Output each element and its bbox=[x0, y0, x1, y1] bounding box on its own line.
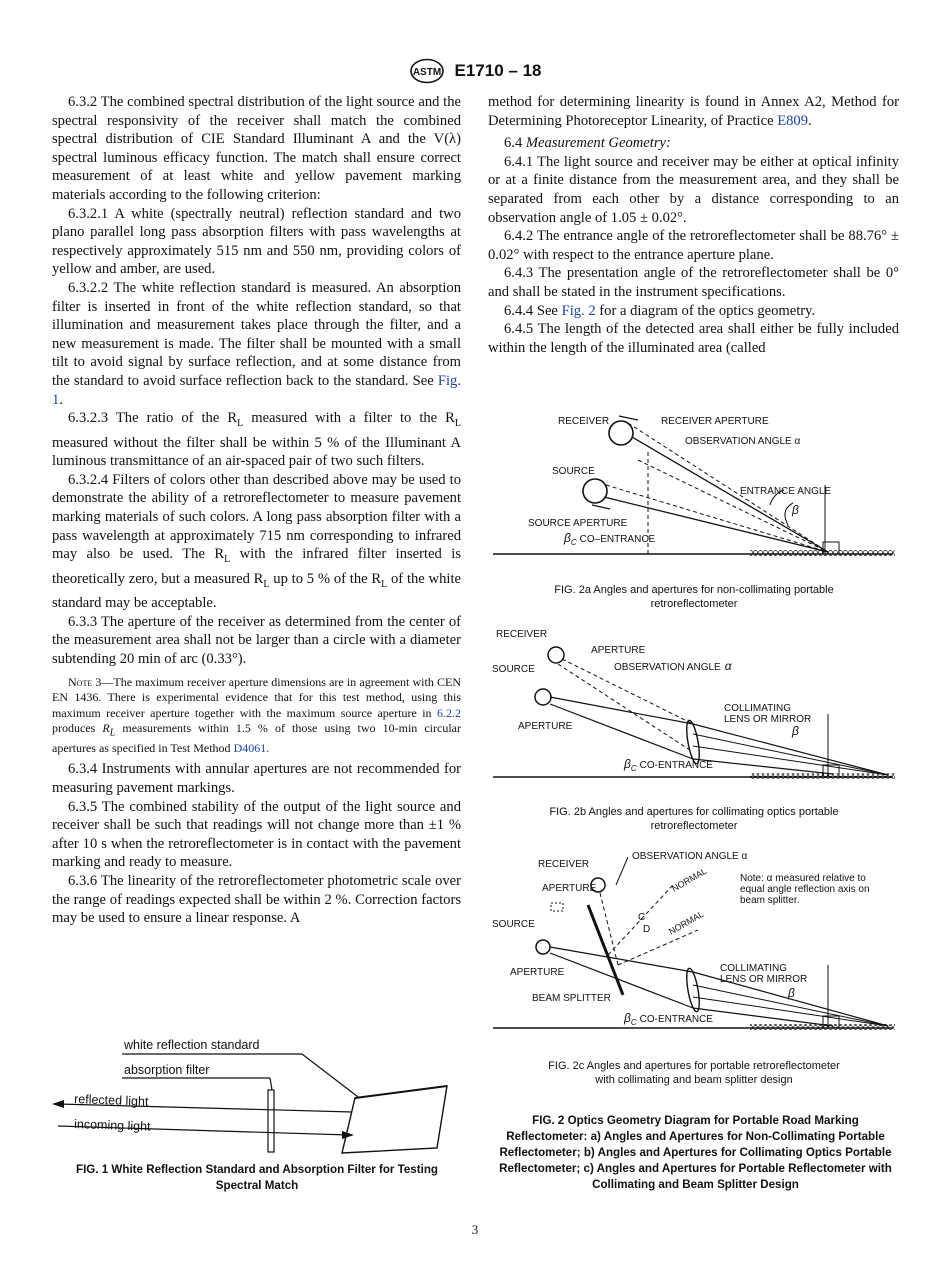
svg-text:ASTM: ASTM bbox=[412, 67, 441, 78]
fig2c-diagram bbox=[488, 845, 900, 1040]
para-6-3-6: 6.3.6 The linearity of the retroreflectometer photometric scale over the range of readings expected shall be within 2 %. Correction factors may be used to ensure a linear response. A bbox=[52, 872, 461, 927]
para-6-3-5: 6.3.5 The combined stability of the output of the light source and receiver shall be such that readings will not change more than ±1 % after 10 s when the retroreflectometer is in contact with the pavement marking and ready to measure. bbox=[52, 798, 461, 871]
svg-text:APERTURE: APERTURE bbox=[542, 883, 597, 894]
svg-text:RECEIVER: RECEIVER bbox=[496, 629, 548, 640]
svg-text:OBSERVATION ANGLE α: OBSERVATION ANGLE α bbox=[685, 436, 801, 447]
fig2a-svg bbox=[488, 405, 900, 565]
svg-text:D: D bbox=[643, 924, 651, 935]
svg-text:LENS OR MIRROR: LENS OR MIRROR bbox=[720, 974, 808, 985]
svg-text:OBSERVATION ANGLEα: OBSERVATION ANGLE α bbox=[614, 659, 732, 673]
d4061-link[interactable]: D4061 bbox=[233, 740, 267, 755]
svg-text:LENS OR MIRROR: LENS OR MIRROR bbox=[724, 714, 812, 725]
svg-text:COLLIMATING: COLLIMATING bbox=[720, 963, 788, 974]
svg-text:SOURCE APERTURE: SOURCE APERTURE bbox=[528, 518, 628, 529]
svg-text:β: β bbox=[792, 503, 799, 517]
svg-text:ENTRANCE ANGLE: ENTRANCE ANGLE bbox=[740, 486, 832, 497]
note-3: Note 3—The maximum receiver aperture dimensions are in agreement with CEN EN 1436. There is experimental evidence that for this test method, using this maximum receiver aperture together with the maximum source aperture in 6.2.2 produces $R_L$ measurements within 1.5 % of those using two 10-min circular apertures as specified in Test Method D4061. bbox=[52, 674, 462, 755]
page-number: 3 bbox=[471, 1222, 479, 1237]
para-6-4-4: 6.4.4 See Fig. 2 for a diagram of the optics geometry. bbox=[504, 302, 816, 319]
svg-text:Note: α measured relative to: Note: α measured relative to bbox=[740, 873, 866, 884]
fig1-svg bbox=[52, 1030, 462, 1160]
document-number: E1710 – 18 bbox=[454, 61, 542, 80]
svg-text:OBSERVATION ANGLE α: OBSERVATION ANGLE α bbox=[632, 851, 748, 862]
svg-text:SOURCE: SOURCE bbox=[492, 664, 535, 675]
svg-text:SOURCE: SOURCE bbox=[552, 466, 595, 477]
fig2c-caption: FIG. 2c Angles and apertures for portable retroreflectometer with collimating and beam splitter design bbox=[548, 1060, 840, 1086]
para-linearity-cont: method for determining linearity is found in Annex A2, Method for Determining Photoreceptor Linearity, of Practice E809. bbox=[488, 94, 899, 129]
svg-text:equal angle reflection axis on: equal angle reflection axis on bbox=[740, 884, 870, 895]
para-6-3-4: 6.3.4 Instruments with annular apertures are not recommended for measuring pavement markings. bbox=[52, 761, 461, 797]
para-6-4-2: 6.4.2 The entrance angle of the retroreflectometer shall be 88.76° ± 0.02° with respect to the entrance aperture plane. bbox=[488, 228, 899, 263]
para-6-3-2-3: 6.3.2.3 The ratio of the $R_L$ measured with a filter to the $R_L$ measured without the filter shall be within 5 % of the Illuminant A luminous transmittance of an air-spaced pair of two such filters. bbox=[52, 410, 462, 470]
svg-text:APERTURE: APERTURE bbox=[518, 721, 573, 732]
svg-text:white reflection standard: white reflection standard bbox=[124, 1038, 260, 1052]
svg-text:βCCO-ENTRANCE: $\beta_C$ $^{CO-ENTRANCE}$ bbox=[624, 1011, 713, 1027]
svg-text:APERTURE: APERTURE bbox=[591, 645, 646, 656]
para-6-4-1: 6.4.1 The light source and receiver may be either at optical infinity or at a finite distance from the measurement area, and they shall be separated from each other by a distance corresponding to an observation angle of 1.05 ± 0.02°. bbox=[488, 153, 899, 226]
fig1-link[interactable]: Fig. 1 bbox=[52, 372, 462, 408]
fig2-link[interactable]: Fig. 2 bbox=[561, 302, 596, 319]
fig2c-svg bbox=[488, 845, 900, 1035]
svg-text:C: C bbox=[638, 912, 646, 923]
fig2-caption: FIG. 2 Optics Geometry Diagram for Portable Road Marking Reflectometer: a) Angles and Apertures for Non-Collimating Portable Reflectometer; b) Angles and Apertures for Collimating Optics Portable Reflectometer; c) Angles and Apertures for Portable Reflectometer with Collimating and Beam Splitter Design bbox=[499, 1114, 892, 1191]
svg-text:absorption filter: absorption filter bbox=[124, 1063, 210, 1077]
svg-text:BEAM SPLITTER: BEAM SPLITTER bbox=[532, 993, 611, 1004]
svg-text:RECEIVER: RECEIVER bbox=[538, 859, 590, 870]
e809-link[interactable]: E809 bbox=[777, 112, 809, 129]
para-6-3-3: 6.3.3 The aperture of the receiver as determined from the center of the measurement area shall not be larger than a circle with a diameter subtending 20 min of arc (0.33°). bbox=[52, 613, 461, 667]
svg-text:APERTURE: APERTURE bbox=[510, 967, 565, 978]
svg-text:NORMAL: NORMAL bbox=[667, 908, 706, 937]
fig2a-diagram bbox=[488, 405, 900, 570]
svg-text:β: β bbox=[788, 986, 795, 1000]
para-6-4: 6.4 Measurement Geometry: bbox=[504, 135, 671, 152]
para-6-3-2-4: 6.3.2.4 Filters of colors other than described above may be used to demonstrate the ability of a retroreflectometer to measure pavement marking materials of such colors. A long pass absorption filter with a pass wavelength at approximately 715 nm corresponding to infrared may also be used. The $R_L$ with the infrared filter inserted is theoretically zero, but a measured $R_L$ up to 5 % of the $R_L$ of the white standard may be acceptable. bbox=[52, 471, 461, 612]
fig2a-caption: FIG. 2a Angles and apertures for non-collimating portable retroreflectometer bbox=[554, 584, 834, 610]
svg-text:incoming light: incoming light bbox=[73, 1117, 151, 1134]
section-6-2-2-link[interactable]: 6.2.2 bbox=[437, 705, 462, 720]
svg-text:beam splitter.: beam splitter. bbox=[740, 895, 800, 906]
svg-text:βCCO-ENTRANCE: $\beta_C$ $^{CO-ENTRANCE}$ bbox=[624, 757, 713, 773]
para-6-3-2: 6.3.2 The combined spectral distribution of the light source and the spectral responsivity of the receiver shall match the combined spectral distribution of CIE Standard Illuminant A and the V(λ) spectral luminous efficacy function. The match shall ensure correct measurement of at least white and yellow pavement marking materials according to the following criterion: bbox=[52, 94, 461, 203]
svg-text:RECEIVER: RECEIVER bbox=[558, 416, 610, 427]
para-6-3-2-1: 6.3.2.1 A white (spectrally neutral) reflection standard and two plano parallel long pass absorption filters with pass wavelengths at respectively approximately 515 nm and 550 nm, providing colors of yellow and amber, are used. bbox=[52, 205, 461, 278]
svg-text:SOURCE: SOURCE bbox=[492, 919, 535, 930]
svg-text:COLLIMATING: COLLIMATING bbox=[724, 703, 792, 714]
left-column bbox=[52, 93, 461, 928]
svg-text:β: β bbox=[792, 724, 799, 738]
astm-logo-icon bbox=[409, 58, 445, 84]
fig2b-svg bbox=[488, 622, 900, 782]
para-6-4-5: 6.4.5 The length of the detected area shall either be fully included within the length of the illuminated area (called bbox=[488, 321, 899, 356]
fig1-caption: FIG. 1 White Reflection Standard and Absorption Filter for Testing Spectral Match bbox=[76, 1163, 438, 1192]
svg-text:βCCO–ENTRANCE: $\beta_C$ $^{CO-ENTRANCE}$ bbox=[564, 531, 656, 547]
fig2b-caption: FIG. 2b Angles and apertures for collimating optics portable retroreflectometer bbox=[549, 806, 839, 832]
para-6-3-2-2: 6.3.2.2 The white reflection standard is measured. An absorption filter is inserted in front of the white reflection standard, so that illumination and measurement takes place through the filter, and a new measurement is made. The filter shall be mounted with a small tilt to avoid signal by surface reflection, and at some distance from the standard to avoid surface reflection back to the standard. See Fig. 1. bbox=[52, 279, 462, 408]
svg-text:RECEIVER APERTURE: RECEIVER APERTURE bbox=[661, 416, 769, 427]
right-column bbox=[488, 93, 899, 357]
fig1-diagram bbox=[52, 1030, 462, 1165]
para-6-4-3: 6.4.3 The presentation angle of the retroreflectometer shall be 0° and shall be stated in the instrument specifications. bbox=[488, 265, 899, 300]
page-header bbox=[0, 58, 950, 84]
fig2b-diagram bbox=[488, 622, 900, 787]
svg-text:reflected light: reflected light bbox=[73, 1092, 149, 1109]
svg-text:NORMAL: NORMAL bbox=[670, 865, 709, 894]
